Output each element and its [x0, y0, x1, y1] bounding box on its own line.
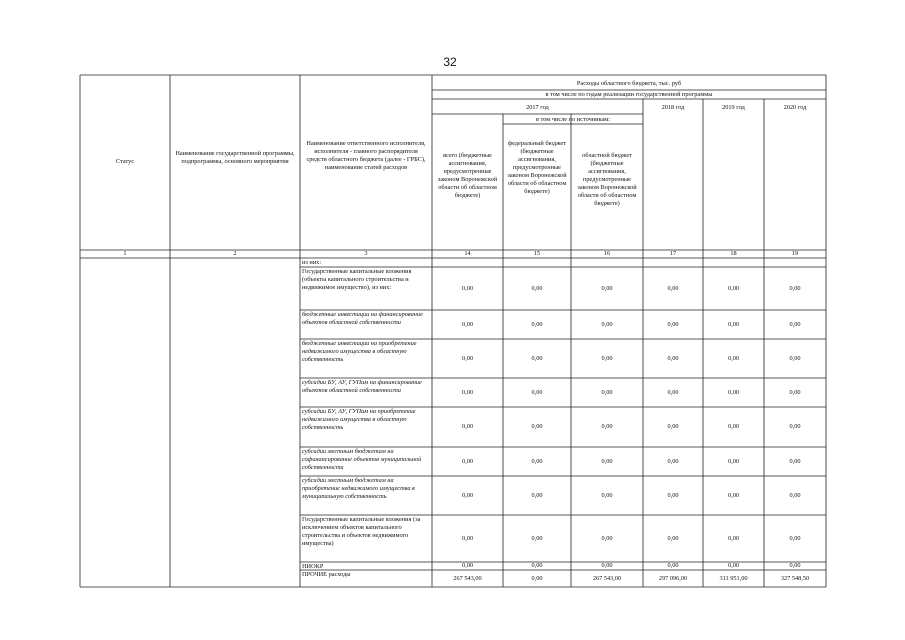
column-number: 2: [233, 250, 237, 257]
cell-value: 297 096,00: [658, 574, 688, 582]
header-budget-title: Расходы областного бюджета, тыс. руб: [576, 80, 682, 87]
cell-value: 327 548,50: [780, 574, 810, 582]
cell-value: 0,00: [461, 457, 474, 465]
cell-value: 0,00: [531, 284, 543, 292]
cell-value: 0,00: [667, 388, 679, 396]
cell-value: 0,00: [601, 457, 613, 465]
header-year-2018: 2018 год: [661, 104, 685, 111]
cell-value: 0,00: [727, 388, 740, 396]
cell-value: 0,00: [789, 457, 801, 465]
header-total: всего (бюджетные ассигнования, предусмотренные законом Воронежской области об областном бюджете): [437, 152, 499, 199]
column-number: 1: [123, 250, 127, 257]
cell-value: 0,00: [601, 491, 613, 499]
cell-value: 0,00: [727, 534, 740, 542]
row-label: субсидии БУ, АУ, ГУПам на финансирование объектов областной собственности: [302, 379, 424, 394]
cell-value: 0,00: [601, 320, 613, 328]
cell-value: 0,00: [789, 491, 801, 499]
row-label: субсидии местным бюджетам на софинансирование объектов муниципальной собственности: [302, 448, 423, 471]
row-label: из них:: [302, 259, 322, 266]
cell-value: 0,00: [789, 284, 801, 292]
row-label: бюджетные инвестиции на финансирование объектов областной собственности: [302, 311, 425, 326]
column-number: 18: [730, 250, 737, 257]
column-number: 16: [603, 250, 611, 257]
row-label: ПРОЧИЕ расходы: [302, 571, 351, 578]
cell-value: 0,00: [789, 562, 801, 569]
cell-value: 0,00: [667, 562, 679, 569]
column-number: 17: [669, 250, 677, 257]
cell-value: 0,00: [461, 354, 474, 362]
header-year-2017: 2017 год: [526, 104, 549, 111]
cell-value: 0,00: [789, 534, 801, 542]
cell-value: 0,00: [667, 320, 679, 328]
cell-value: 0,00: [727, 354, 740, 362]
cell-value: 267 543,00: [592, 574, 622, 582]
cell-value: 0,00: [531, 534, 543, 542]
cell-value: 0,00: [727, 457, 740, 465]
header-program-name: Наименование государственной программы, подпрограммы, основного мероприятия: [175, 150, 297, 165]
cell-value: 0,00: [601, 388, 613, 396]
row-label: субсидии местным бюджетам на приобретение недвижимого имущества в муниципальную собственность: [302, 477, 417, 500]
column-number: 19: [791, 250, 799, 257]
cell-value: 0,00: [601, 534, 613, 542]
row-label: НИОКР: [302, 563, 324, 570]
cell-value: 0,00: [667, 457, 679, 465]
cell-value: 0,00: [531, 574, 543, 582]
cell-value: 0,00: [667, 354, 679, 362]
header-by-sources: в том числе по источникам:: [536, 116, 610, 123]
cell-value: 0,00: [601, 423, 613, 430]
cell-value: 0,00: [531, 388, 543, 396]
header-federal: федеральный бюджет (бюджетные ассигнования, предусмотренные законом Воронежской области об областном бюджете): [507, 140, 569, 195]
cell-value: 0,00: [667, 491, 679, 499]
cell-value: 0,00: [667, 284, 679, 292]
cell-value: 0,00: [531, 320, 543, 328]
column-number: 14: [464, 250, 471, 257]
cell-value: 0,00: [667, 423, 679, 430]
cell-value: 0,00: [727, 423, 740, 430]
cell-value: 0,00: [461, 491, 474, 499]
cell-value: 0,00: [461, 320, 474, 328]
row-label: субсидии БУ, АУ, ГУПам на приобретение недвижимого имущества в областную собственность: [302, 408, 418, 431]
column-number: 3: [364, 250, 368, 257]
row-label: Государственные капитальные вложения (объекты капитального строительства и недвижимое имущество), из них:: [302, 268, 413, 291]
cell-value: 0,00: [461, 534, 474, 542]
header-year-2020: 2020 год: [783, 104, 807, 111]
cell-value: 0,00: [601, 354, 613, 362]
cell-value: 0,00: [531, 423, 543, 430]
column-number: 15: [533, 250, 541, 257]
cell-value: 0,00: [601, 562, 613, 569]
cell-value: 0,00: [789, 354, 801, 362]
cell-value: 0,00: [461, 284, 474, 292]
header-by-years: в том числе по годам реализации государственной программы: [545, 91, 713, 98]
header-status: Статус: [115, 158, 135, 165]
row-label: Государственные капитальные вложения (за исключением объектов капитального строительства и объектов недвижимого имущества): [302, 516, 422, 547]
cell-value: 0,00: [727, 491, 740, 499]
cell-value: 0,00: [727, 320, 740, 328]
cell-value: 0,00: [727, 284, 740, 292]
page-number: 32: [443, 55, 457, 69]
cell-value: 0,00: [531, 354, 543, 362]
cell-value: 0,00: [601, 284, 613, 292]
row-label: бюджетные инвестиции на приобретение недвижимого имущества в областную собственность: [302, 340, 419, 363]
cell-value: 0,00: [789, 423, 801, 430]
cell-value: 0,00: [789, 388, 801, 396]
cell-value: 0,00: [789, 320, 801, 328]
cell-value: 0,00: [461, 388, 474, 396]
cell-value: 311 951,00: [719, 574, 748, 582]
header-executor: Наименование ответственного исполнителя, исполнителя - главного распорядителя средств областного бюджета (далее - ГРБС), наименование статей расходов: [306, 140, 428, 171]
cell-value: 0,00: [531, 562, 543, 569]
header-year-2019: 2019 год: [722, 104, 745, 111]
cell-value: 0,00: [461, 562, 474, 569]
cell-value: 0,00: [531, 457, 543, 465]
cell-value: 0,00: [461, 423, 474, 430]
header-regional: областной бюджет (бюджетные ассигнования, предусмотренные законом Воронежской области об областном бюджете): [577, 152, 639, 207]
cell-value: 0,00: [727, 562, 740, 569]
cell-value: 0,00: [667, 534, 679, 542]
cell-value: 0,00: [531, 491, 543, 499]
cell-value: 267 543,00: [453, 574, 482, 582]
